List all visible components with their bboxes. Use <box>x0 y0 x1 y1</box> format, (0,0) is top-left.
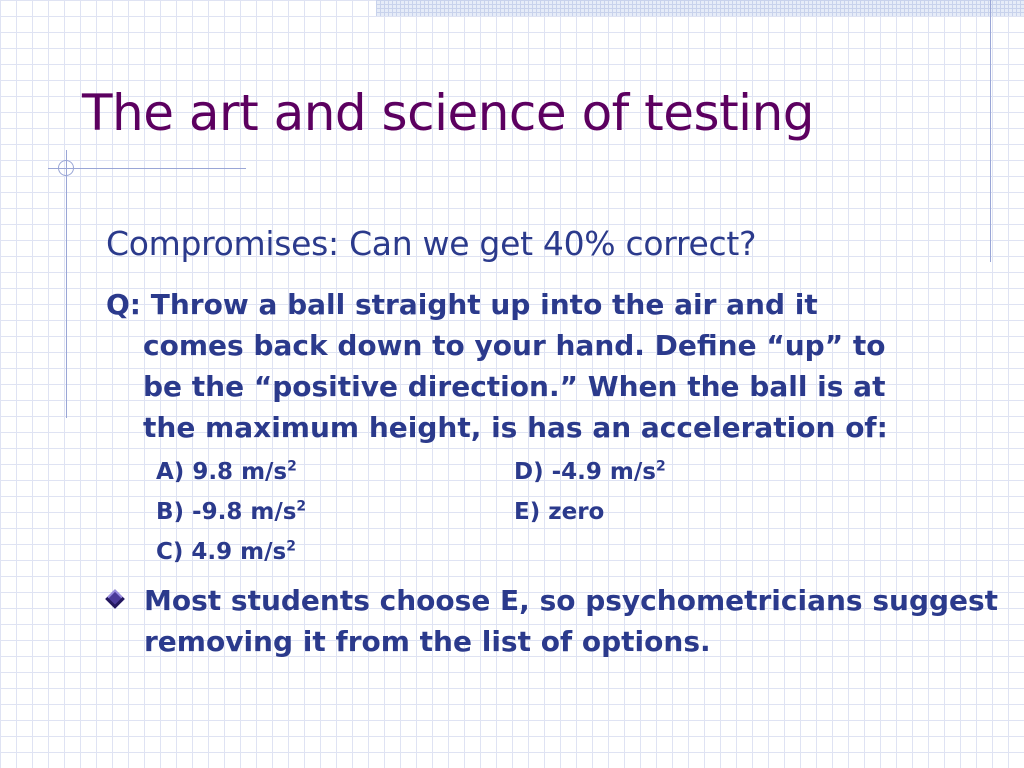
title-underline <box>48 168 246 169</box>
left-decorative-line <box>66 150 67 418</box>
question-text <box>106 284 986 448</box>
option-a-exponent: 2 <box>287 458 297 475</box>
option-d-exponent: 2 <box>655 458 666 475</box>
option-c-exponent: 2 <box>286 538 296 555</box>
decorative-circle-icon <box>58 160 74 176</box>
option-b <box>156 498 306 526</box>
question-line: be the “positive direction.” When the ball is at <box>143 370 886 403</box>
question-line: Q: Throw a ball straight up into the air and it <box>106 288 818 321</box>
diamond-bullet-icon <box>105 589 125 609</box>
top-decorative-band <box>376 0 1024 16</box>
question-line: comes back down to your hand. Define “up” to <box>143 329 886 362</box>
option-b-text: B) -9.8 m/s <box>156 499 297 525</box>
bullet-text: Most students choose E, so psychometricians suggest removing it from the list of options. <box>144 584 999 658</box>
option-a-text: A) 9.8 m/s <box>156 459 288 485</box>
option-e-text: E) zero <box>514 499 605 525</box>
option-d-text: D) -4.9 m/s <box>514 459 656 485</box>
option-c-text: C) 4.9 m/s <box>156 539 287 565</box>
question-line: the maximum height, is has an acceleration of: <box>143 411 888 444</box>
right-decorative-line <box>990 0 991 262</box>
option-b-exponent: 2 <box>296 498 307 515</box>
slide-title: The art and science of testing <box>82 84 814 142</box>
slide-subtitle: Compromises: Can we get 40% correct? <box>106 224 757 263</box>
option-e <box>514 498 604 526</box>
option-c <box>156 538 296 566</box>
option-d <box>514 458 666 486</box>
option-a <box>156 458 297 486</box>
